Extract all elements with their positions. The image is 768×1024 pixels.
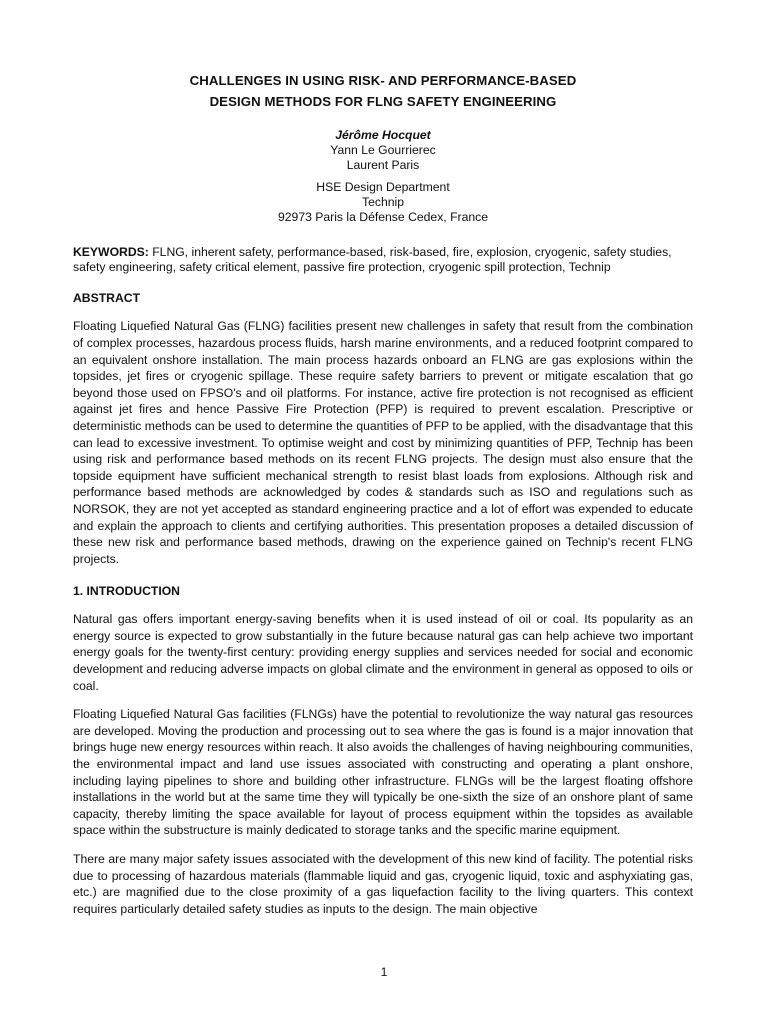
paper-title [73, 70, 693, 112]
keywords-block [73, 245, 693, 275]
intro-paragraph-2: Floating Liquefied Natural Gas facilities (FLNGs) have the potential to revolutionize the way natural gas resources are developed. Moving the production and processing out to sea where the gas is found is a major innovation that brings huge new energy resources within reach. It also avoids the challenges of having neighbouring communities, the environmental impact and land use issues associated with constructing and operating a plant onshore, including laying pipelines to shore and building other infrastructure. FLNGs will be the largest floating offshore installations in the world but at the same time they will typically be one-sixth the size of an onshore plant of same capacity, thereby limiting the space available for layout of process equipment within the topsides as available space within the substructure is mainly dedicated to storage tanks and the specific marine equipment. [73, 707, 693, 838]
affiliation-address: 92973 Paris la Défense Cedex, France [277, 209, 488, 224]
author-name: Yann Le Gourrierec [330, 142, 436, 157]
document-page [73, 70, 693, 917]
abstract-text: Floating Liquefied Natural Gas (FLNG) facilities present new challenges in safety that result from the combination of complex processes, hazardous process fluids, harsh marine environments, and a reduced footprint compared to an equivalent onshore installation. The main process hazards onboard an FLNG are gas explosions within the topsides, jet fires or cryogenic spillage. These require safety barriers to prevent or mitigate escalation that go beyond those used on FPSO's and oil platforms. For instance, active fire protection is not recognised as efficient against jet fires and hence Passive Fire Protection (PFP) is required to prevent escalation. Prescriptive or deterministic methods can be used to determine the quantities of PFP to be applied, with the disadvantage that this can lead to excessive investment. To optimise weight and cost by minimizing quantities of PFP, Technip has been using risk and performance based methods on its recent FLNG projects. The design must also ensure that the topside equipment have sufficient mechanical strength to resist blast loads from explosions. Although risk and performance based methods are acknowledged by codes & standards such as ISO and regulations such as NORSOK, they are not yet accepted as standard engineering practice and a lot of effort was expended to educate and explain the approach to clients and certifying authorities. This presentation proposes a detailed discussion of these new risk and performance based methods, drawing on the experience gained on Technip's recent FLNG projects. [73, 319, 693, 566]
title-line-2: DESIGN METHODS FOR FLNG SAFETY ENGINEERING [209, 94, 557, 109]
introduction-heading: 1. INTRODUCTION [73, 584, 180, 599]
affiliation-company: Technip [361, 195, 404, 210]
author-name: Jérôme Hocquet [335, 128, 431, 142]
keywords-label: KEYWORDS: [73, 244, 149, 259]
keywords-text: FLNG, inherent safety, performance-based, risk-based, fire, explosion, cryogenic, safety studies, safety engineering, safety critical element, passive fire protection, cryogenic spill protection, Technip [73, 244, 672, 274]
intro-paragraph-3: There are many major safety issues associated with the development of this new kind of facility. The potential risks due to processing of hazardous materials (flammable liquid and gas, cryogenic liquid, toxic and asphyxiating gas, etc.) are magnified due to the close proximity of a gas liquefaction facility to the living quarters. This context requires particularly detailed safety studies as inputs to the design. The main objective [73, 852, 693, 916]
author-name: Laurent Paris [346, 157, 420, 172]
page-number: 1 [380, 965, 388, 979]
intro-paragraph-1: Natural gas offers important energy-saving benefits when it is used instead of oil or coal. Its popularity as an energy source is expected to grow substantially in the future because natural gas can help achieve two important energy goals for the twenty-first century: providing energy supplies and services needed for social and economic development and reducing adverse impacts on global climate and the environment in general as opposed to oils or coal. [73, 612, 693, 693]
abstract-heading: ABSTRACT [73, 291, 141, 306]
title-line-1: CHALLENGES IN USING RISK- AND PERFORMANCE-BASED [189, 73, 577, 88]
author-list [73, 128, 693, 172]
affiliation-department: HSE Design Department [316, 180, 450, 195]
affiliation [73, 180, 693, 224]
